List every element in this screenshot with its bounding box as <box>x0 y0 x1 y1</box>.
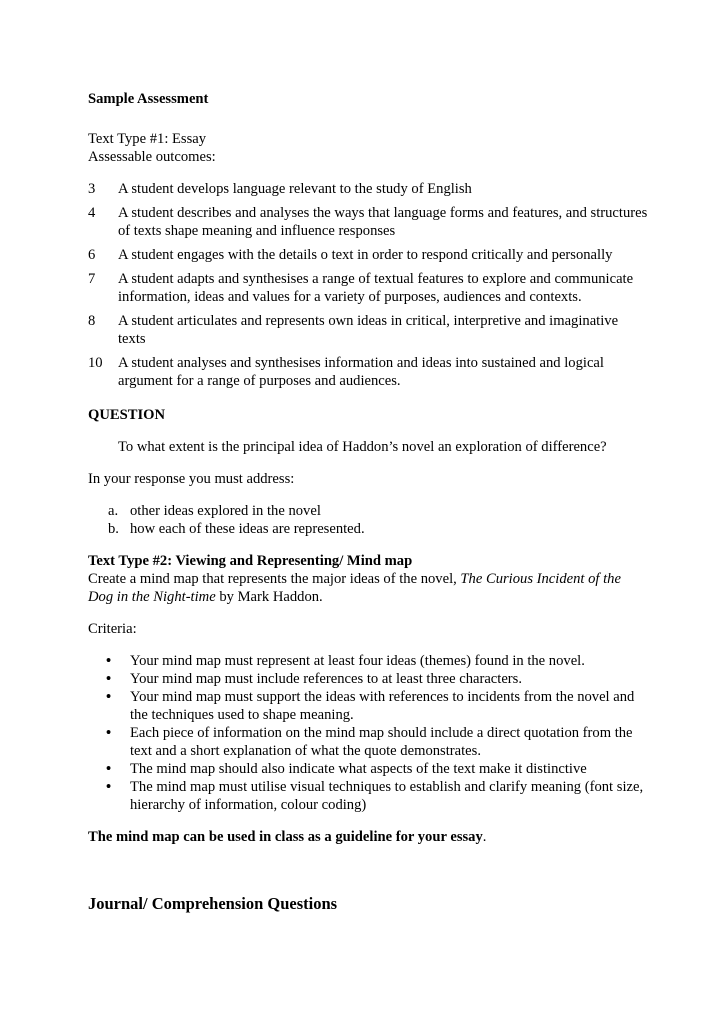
outcome-number: 10 <box>88 355 103 371</box>
bullet-icon: • <box>106 671 112 687</box>
assessable-outcomes-label: Assessable outcomes: <box>88 149 216 165</box>
address-text: other ideas explored in the novel <box>130 503 321 519</box>
address-text: how each of these ideas are represented. <box>130 521 365 537</box>
outcome-item <box>88 354 648 390</box>
criteria-item <box>106 724 648 760</box>
address-letter: b. <box>108 521 119 537</box>
criteria-item <box>106 670 648 688</box>
outcome-item <box>88 204 648 240</box>
outcome-number: 3 <box>88 181 96 197</box>
criteria-text: Your mind map must include references to at least three characters. <box>130 671 522 687</box>
outcome-text: A student engages with the details o text in order to respond critically and personally <box>118 247 613 263</box>
journal-heading: Journal/ Comprehension Questions <box>88 894 338 913</box>
text-type-1: Text Type #1: Essay <box>88 131 207 147</box>
criteria-item <box>106 652 648 670</box>
outcome-item <box>88 270 648 306</box>
guideline-period: . <box>482 829 487 845</box>
guideline-note <box>88 828 648 846</box>
outcome-number: 4 <box>88 205 96 221</box>
outcome-text: A student describes and analyses the ways that language forms and features, and structures of texts shape meaning and influence responses <box>118 205 648 239</box>
question-heading: QUESTION <box>88 407 166 423</box>
bullet-icon: • <box>106 761 112 777</box>
outcome-number: 8 <box>88 313 96 329</box>
bullet-icon: • <box>106 653 112 669</box>
page-title: Sample Assessment <box>88 91 209 107</box>
outcome-item <box>88 312 648 348</box>
bullet-icon: • <box>106 779 112 795</box>
document-content <box>88 90 648 846</box>
outcome-text: A student develops language relevant to the study of English <box>118 181 472 197</box>
address-item <box>108 520 648 538</box>
novel-title: The Curious Incident of the Dog in the Night-time <box>88 571 621 605</box>
criteria-text: Your mind map must represent at least four ideas (themes) found in the novel. <box>130 653 585 669</box>
criteria-list <box>88 652 648 814</box>
mindmap-intro <box>88 570 648 606</box>
address-letter: a. <box>108 503 119 519</box>
bullet-icon: • <box>106 689 112 705</box>
bullet-icon: • <box>106 725 112 741</box>
outcome-item <box>88 246 648 264</box>
criteria-text: Each piece of information on the mind map should include a direct quotation from the text and a short explanation of what the quote demonstrates. <box>130 725 633 759</box>
address-list <box>88 502 648 538</box>
criteria-item <box>106 778 648 814</box>
criteria-text: Your mind map must support the ideas with references to incidents from the novel and the techniques used to shape meaning. <box>130 689 635 723</box>
address-intro: In your response you must address: <box>88 471 295 487</box>
criteria-label: Criteria: <box>88 621 137 637</box>
text-type-2-heading: Text Type #2: Viewing and Representing/ Mind map <box>88 553 413 569</box>
guideline-text: The mind map can be used in class as a guideline for your essay <box>88 829 483 845</box>
outcome-text: A student articulates and represents own ideas in critical, interpretive and imaginative texts <box>118 313 619 347</box>
mindmap-intro-start: Create a mind map that represents the major ideas of the novel, <box>88 571 461 587</box>
criteria-item <box>106 760 648 778</box>
question-text: To what extent is the principal idea of Haddon’s novel an exploration of difference? <box>118 439 607 455</box>
outcomes-list <box>88 180 648 390</box>
outcome-item <box>88 180 648 198</box>
criteria-item <box>106 688 648 724</box>
outcome-number: 7 <box>88 271 96 287</box>
mindmap-intro-end: by Mark Haddon. <box>215 589 323 605</box>
outcome-text: A student analyses and synthesises information and ideas into sustained and logical argument for a range of purposes and audiences. <box>118 355 604 389</box>
criteria-text: The mind map must utilise visual techniques to establish and clarify meaning (font size, hierarchy of information, colour coding) <box>130 779 644 813</box>
outcome-number: 6 <box>88 247 96 263</box>
criteria-text: The mind map should also indicate what aspects of the text make it distinctive <box>130 761 587 777</box>
address-item <box>108 502 648 520</box>
outcome-text: A student adapts and synthesises a range of textual features to explore and communicate information, ideas and values for a variety of purposes, audiences and contexts. <box>118 271 634 305</box>
